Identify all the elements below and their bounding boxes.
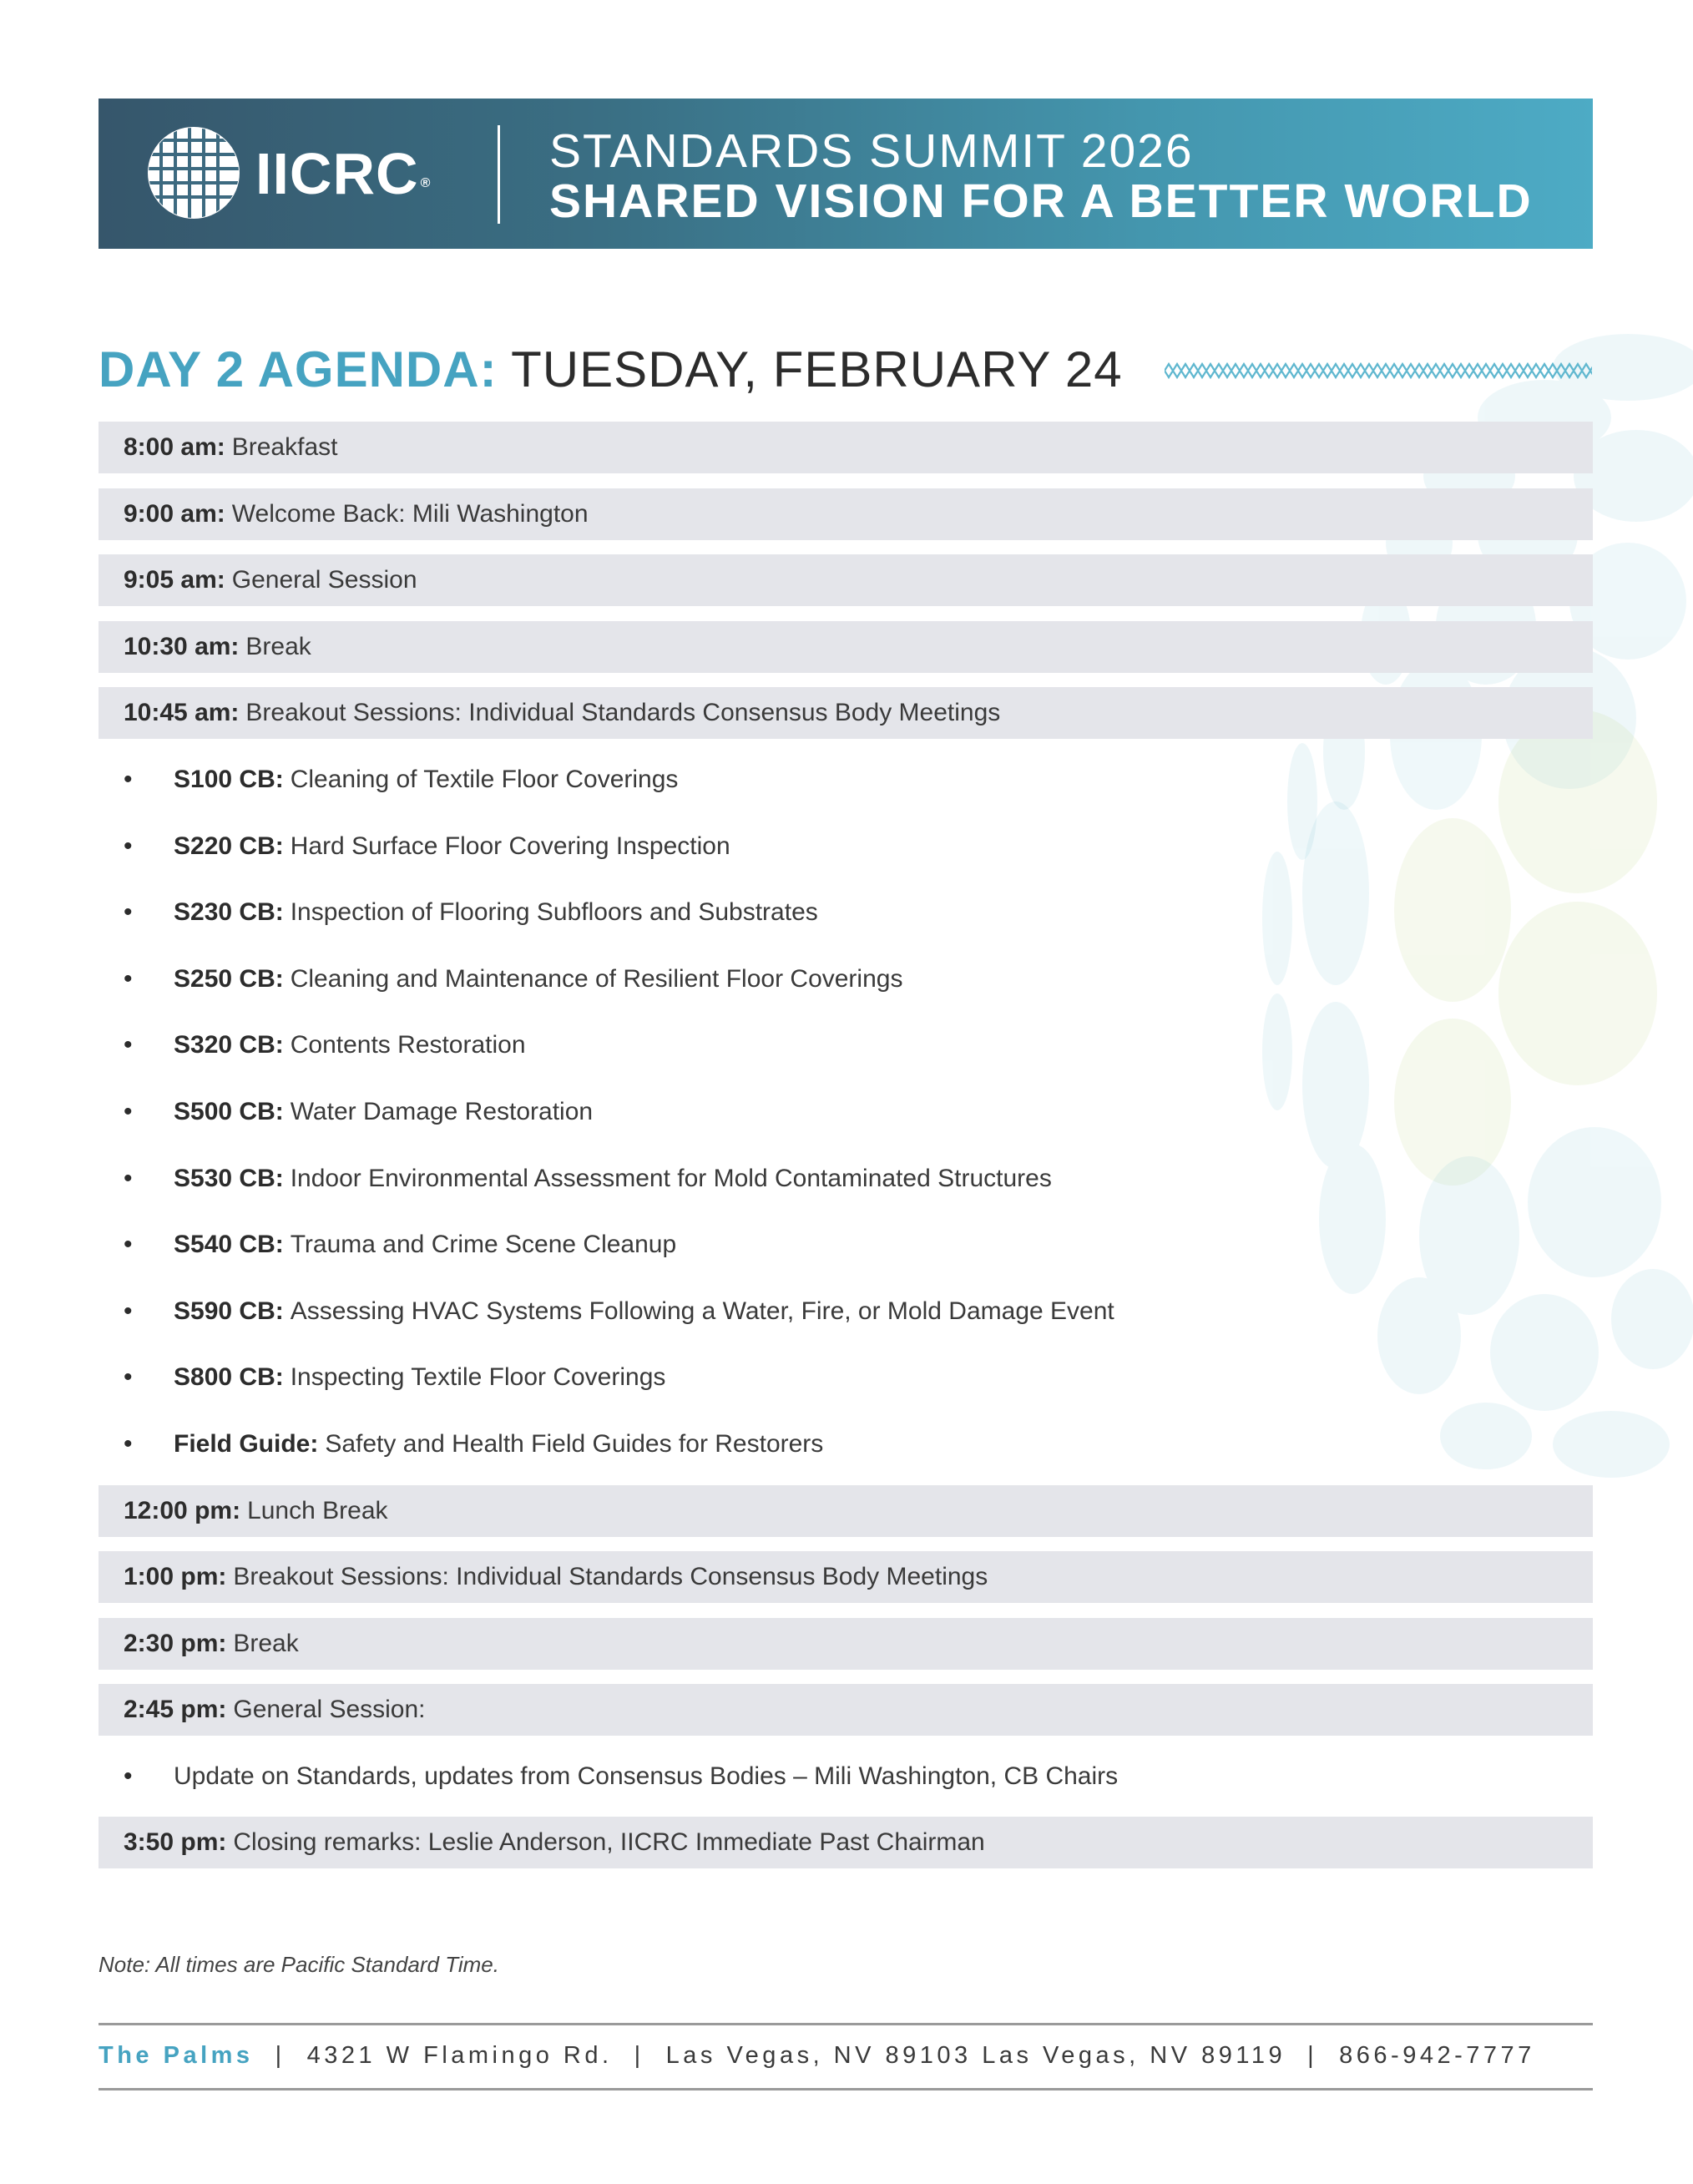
footer-contact — [99, 2037, 1593, 2074]
session-title: Assessing HVAC Systems Following a Water, Fire, or Mold Damage Event — [290, 1297, 1114, 1325]
venue-address: 4321 W Flamingo Rd. — [306, 2041, 613, 2069]
timezone-note: Note: All times are Pacific Standard Time. — [99, 1952, 499, 1977]
session-code: S540 CB: — [174, 1231, 284, 1259]
session-title: Indoor Environmental Assessment for Mold Contaminated Structures — [290, 1164, 1052, 1192]
event-title: STANDARDS SUMMIT 2026 — [549, 124, 1194, 178]
agenda-row — [99, 1618, 1593, 1670]
session-title: Cleaning and Maintenance of Resilient Floor Coverings — [290, 964, 903, 993]
agenda-item-text: General Session: — [233, 1696, 426, 1724]
agenda-subitem — [99, 1086, 1593, 1138]
agenda-time: 10:30 am: — [124, 632, 240, 660]
event-tagline: SHARED VISION FOR A BETTER WORLD — [549, 174, 1533, 228]
bullet-marker: • — [124, 1363, 133, 1392]
bullet-marker: • — [124, 765, 133, 793]
session-code: S100 CB: — [174, 765, 284, 793]
session-code: S800 CB: — [174, 1363, 284, 1392]
agenda-subitem — [99, 1153, 1593, 1205]
agenda-time: 2:45 pm: — [124, 1696, 227, 1724]
banner-divider — [498, 125, 500, 224]
session-title: Update on Standards, updates from Consensus Bodies – Mili Washington, CB Chairs — [174, 1762, 1119, 1790]
agenda-item-text: Breakout Sessions: Individual Standards Consensus Body Meetings — [233, 1563, 988, 1591]
agenda-date: TUESDAY, FEBRUARY 24 — [511, 341, 1123, 397]
agenda-item-text: General Session — [231, 566, 417, 594]
agenda-subitem — [99, 1751, 1593, 1802]
agenda-row — [99, 621, 1593, 673]
bullet-marker: • — [124, 964, 133, 993]
agenda-subitem — [99, 1219, 1593, 1271]
agenda-item-text: Breakout Sessions: Individual Standards Consensus Body Meetings — [245, 699, 1001, 727]
agenda-time: 9:00 am: — [124, 499, 225, 528]
session-title: Inspecting Textile Floor Coverings — [290, 1363, 666, 1392]
session-code: S530 CB: — [174, 1164, 284, 1192]
venue-name: The Palms — [99, 2041, 254, 2069]
agenda-item-text: Closing remarks: Leslie Anderson, IICRC Immediate Past Chairman — [233, 1828, 985, 1857]
session-code: S590 CB: — [174, 1297, 284, 1325]
venue-city: Las Vegas, NV 89103 Las Vegas, NV 89119 — [665, 2041, 1286, 2069]
header-banner — [99, 99, 1593, 249]
agenda-time: 9:05 am: — [124, 566, 225, 594]
agenda-row — [99, 1551, 1593, 1603]
session-title: Cleaning of Textile Floor Coverings — [290, 765, 679, 793]
bullet-marker: • — [124, 1297, 133, 1325]
agenda-item-text: Break — [233, 1629, 299, 1657]
session-code: S220 CB: — [174, 832, 284, 860]
agenda-row — [99, 422, 1593, 473]
footer-rule-top — [99, 2023, 1593, 2025]
bullet-marker: • — [124, 832, 133, 860]
agenda-row — [99, 1684, 1593, 1736]
agenda-item-text: Lunch Break — [247, 1496, 388, 1524]
footer-separator: | — [275, 2041, 286, 2069]
session-title: Inspection of Flooring Subfloors and Substrates — [290, 898, 818, 927]
agenda-time: 8:00 am: — [124, 433, 225, 461]
agenda-item-text: Break — [245, 632, 311, 660]
bullet-marker: • — [124, 1762, 133, 1790]
bullet-marker: • — [124, 1031, 133, 1059]
agenda-row — [99, 1817, 1593, 1868]
agenda-row — [99, 1485, 1593, 1537]
agenda-time: 2:30 pm: — [124, 1629, 227, 1657]
session-code: S230 CB: — [174, 898, 284, 927]
bullet-marker: • — [124, 1097, 133, 1125]
session-title: Contents Restoration — [290, 1031, 526, 1059]
agenda-subitem — [99, 1418, 1593, 1470]
agenda-list — [99, 422, 1593, 1883]
session-title: Hard Surface Floor Covering Inspection — [290, 832, 730, 860]
agenda-time: 1:00 pm: — [124, 1563, 227, 1591]
agenda-row — [99, 488, 1593, 540]
bullet-marker: • — [124, 1164, 133, 1192]
bullet-marker: • — [124, 1231, 133, 1259]
zigzag-divider — [1165, 359, 1592, 382]
footer-rule-bottom — [99, 2088, 1593, 2090]
bullet-marker: • — [124, 1429, 133, 1458]
footer-separator: | — [1307, 2041, 1318, 2069]
agenda-time: 3:50 pm: — [124, 1828, 227, 1857]
agenda-item-text: Welcome Back: Mili Washington — [231, 499, 589, 528]
venue-phone: 866-942-7777 — [1339, 2041, 1535, 2069]
session-title: Water Damage Restoration — [290, 1097, 594, 1125]
agenda-subitem — [99, 1286, 1593, 1337]
globe-dots-icon — [147, 126, 240, 220]
agenda-subitem — [99, 754, 1593, 806]
agenda-day-label: DAY 2 AGENDA: — [99, 341, 498, 397]
session-code: S320 CB: — [174, 1031, 284, 1059]
agenda-subitem — [99, 1019, 1593, 1071]
agenda-subitem — [99, 953, 1593, 1005]
agenda-item-text: Breakfast — [231, 433, 338, 461]
session-code: S500 CB: — [174, 1097, 284, 1125]
session-code: S250 CB: — [174, 964, 284, 993]
agenda-subitem — [99, 1352, 1593, 1403]
agenda-subitem — [99, 821, 1593, 872]
agenda-time: 10:45 am: — [124, 699, 240, 727]
footer-separator: | — [634, 2041, 644, 2069]
session-code: Field Guide: — [174, 1429, 319, 1458]
bullet-marker: • — [124, 898, 133, 927]
session-title: Safety and Health Field Guides for Restorers — [325, 1429, 824, 1458]
agenda-subitem — [99, 887, 1593, 938]
registered-mark: ® — [420, 176, 432, 190]
session-title: Trauma and Crime Scene Cleanup — [290, 1231, 677, 1259]
agenda-title — [99, 341, 1123, 399]
agenda-time: 12:00 pm: — [124, 1496, 241, 1524]
logo-wordmark: IICRC ® — [255, 141, 432, 206]
agenda-row — [99, 687, 1593, 739]
agenda-row — [99, 554, 1593, 606]
